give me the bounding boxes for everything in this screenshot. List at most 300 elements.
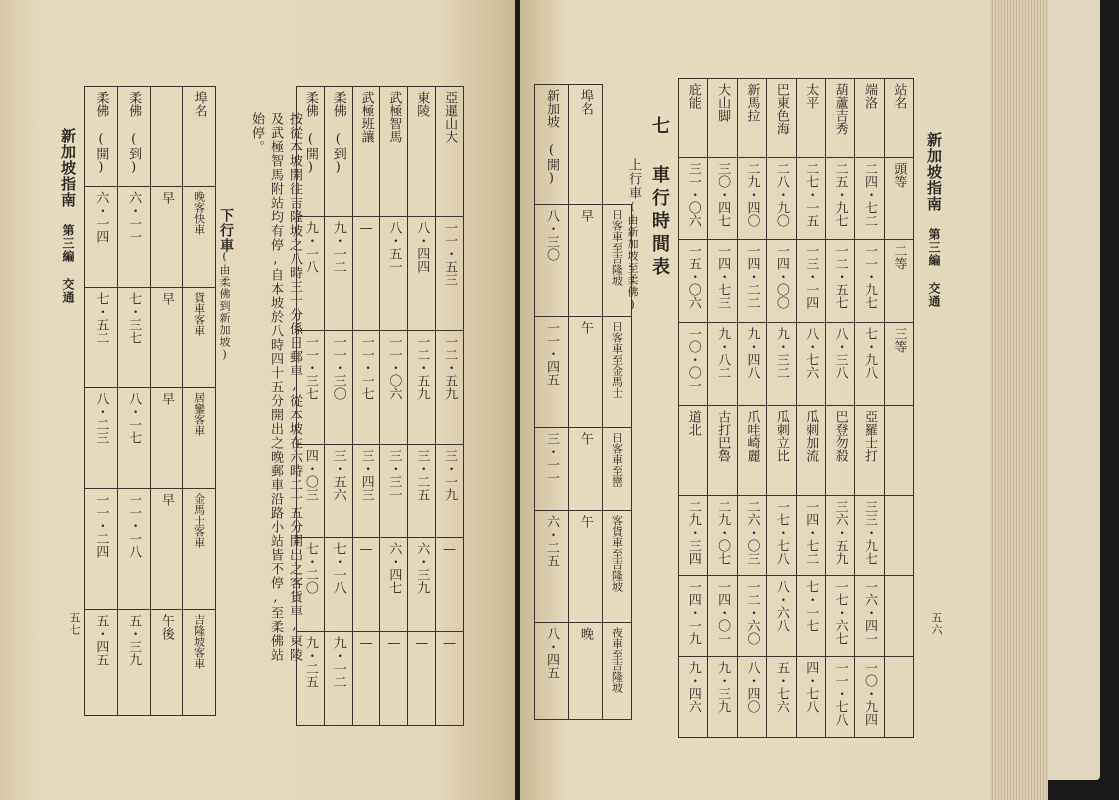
upper-time-row xyxy=(297,444,464,538)
fare-value xyxy=(796,323,825,406)
fare-value xyxy=(825,157,854,240)
fare-value-text: 一四・二二 xyxy=(744,244,760,310)
tt-train-name xyxy=(602,511,631,623)
fare-value-text: 八・六八 xyxy=(773,580,789,633)
upper-time-text: 四・〇三 xyxy=(302,448,318,501)
down-time xyxy=(117,187,150,288)
down-train-name xyxy=(183,388,216,489)
fare-station xyxy=(737,79,766,158)
tt-train-name xyxy=(602,316,631,428)
fare-row xyxy=(679,240,914,323)
fare-value-text: 一四・七三 xyxy=(715,244,731,310)
fare-value-text: 二八・九〇 xyxy=(773,161,789,227)
fare-value-text: 二七・一五 xyxy=(803,161,819,227)
fare-value xyxy=(825,495,854,576)
down-header-row xyxy=(85,87,216,187)
upper-station xyxy=(380,87,408,217)
fare-value xyxy=(737,576,766,657)
down-time-text: 八・二三 xyxy=(93,392,109,445)
upper-time xyxy=(297,444,325,538)
fare-value-text: 七・九八 xyxy=(861,327,877,380)
tt-period-text: 午 xyxy=(577,515,593,529)
tt-time xyxy=(535,622,569,719)
upper-time-text: 三・五六 xyxy=(330,448,346,501)
fare-value xyxy=(796,157,825,240)
upper-time xyxy=(324,632,352,726)
upper-time xyxy=(408,632,436,726)
fare-station xyxy=(796,406,825,495)
fare-value xyxy=(796,240,825,323)
fare-station-text: 巴東色海 xyxy=(773,83,789,135)
fare-value-text: 二九・〇七 xyxy=(715,499,731,565)
fare-station-text: 爪哇崎麗 xyxy=(744,410,760,463)
tt-train-row xyxy=(535,511,632,623)
fare-value-text: 七・一七 xyxy=(803,580,819,633)
down-time xyxy=(85,287,118,388)
upper-time-row xyxy=(297,538,464,632)
fare-station xyxy=(855,406,884,495)
fare-header-blank xyxy=(884,657,913,738)
upper-time xyxy=(408,538,436,632)
fare-value xyxy=(679,323,708,406)
down-period-text: 早 xyxy=(158,291,174,305)
down-train-name xyxy=(183,488,216,610)
tt-time xyxy=(535,205,569,317)
fare-value xyxy=(825,576,854,657)
fare-station-text: 古打巴魯 xyxy=(715,410,731,463)
down-station-text: 柔佛 (到) xyxy=(126,91,142,175)
tt-time xyxy=(535,316,569,428)
fare-station xyxy=(825,406,854,495)
upper-time xyxy=(352,217,380,331)
fare-value xyxy=(679,157,708,240)
upper-station-text: 亞暹山大 xyxy=(442,91,458,143)
fare-header-cell-text: 三等 xyxy=(891,327,907,354)
fare-header-cell xyxy=(884,157,913,240)
fare-station-text: 太平 xyxy=(803,83,819,109)
tt-period xyxy=(568,428,602,511)
upper-time xyxy=(436,444,464,538)
upper-station-text: 柔佛 (開) xyxy=(302,91,318,175)
fare-value xyxy=(825,323,854,406)
fare-value-text: 三〇・四七 xyxy=(715,161,731,227)
fare-station xyxy=(679,406,708,495)
fare-station xyxy=(737,406,766,495)
upper-time-text: 一二・五九 xyxy=(414,334,430,400)
fare-station xyxy=(855,79,884,158)
fare-value-text: 九・四六 xyxy=(685,661,701,714)
tt-header-row xyxy=(535,85,632,205)
down-train-name xyxy=(183,610,216,716)
running-head-right xyxy=(924,132,945,308)
downbound-table xyxy=(84,86,216,716)
fare-value xyxy=(708,495,737,576)
upper-station xyxy=(408,87,436,217)
down-train-row xyxy=(85,488,216,610)
fare-station-text: 大山脚 xyxy=(715,83,731,122)
tt-period xyxy=(568,205,602,317)
fare-header-cell-text: 頭等 xyxy=(891,161,907,188)
upbound-timetable xyxy=(534,84,632,720)
upper-time-row xyxy=(297,632,464,726)
fare-value xyxy=(855,240,884,323)
fare-value-text: 二六・〇三 xyxy=(744,499,760,565)
fare-value-text: 四・七八 xyxy=(803,661,819,714)
fare-value-text: 一一・九七 xyxy=(861,244,877,310)
upper-time xyxy=(352,444,380,538)
section-label-right: 第三編 交通 xyxy=(927,228,941,308)
tt-time-text: 八・三〇 xyxy=(543,209,559,261)
tt-time-text: 六・二五 xyxy=(543,515,559,568)
upper-time-text: 八・四四 xyxy=(414,221,430,273)
fare-value xyxy=(796,576,825,657)
fare-value-text: 九・三九 xyxy=(715,661,731,714)
note-paragraph: 按從本坡開往吉隆坡之八時三十分係日郵車,從本坡在六時二十五分開出之客貨車,東陵及武極智馬附站均有停,自本坡於八時四十五分開出之晚郵車沿路小站皆不停,至柔佛站始停。 xyxy=(249,112,302,662)
down-period-text: 午後 xyxy=(158,614,174,641)
upper-time-text: 一一・〇六 xyxy=(386,334,402,400)
upper-time xyxy=(324,217,352,331)
upper-time-text: 一一・三七 xyxy=(302,334,318,400)
page-number-left: 五七 xyxy=(68,612,81,636)
upper-time-text: — xyxy=(442,542,458,558)
upper-time-row xyxy=(297,217,464,331)
tt-period xyxy=(568,316,602,428)
upper-time xyxy=(408,444,436,538)
fare-value-text: 一四・七二 xyxy=(803,499,819,565)
upper-station xyxy=(352,87,380,217)
tt-station xyxy=(535,85,569,205)
upper-station-text: 武極智馬 xyxy=(386,91,402,143)
upper-time-text: 一一・五三 xyxy=(442,221,458,286)
upper-time-text: 三・四三 xyxy=(358,448,374,501)
book-title: 新加坡指南 xyxy=(59,128,77,208)
fare-value xyxy=(737,657,766,738)
fare-header-blank xyxy=(884,495,913,576)
fare-value-text: 一一・七八 xyxy=(832,661,848,727)
fare-value xyxy=(737,495,766,576)
fare-value xyxy=(855,157,884,240)
upper-time xyxy=(352,538,380,632)
down-time-text: 五・三九 xyxy=(126,614,142,667)
down-station xyxy=(85,87,118,187)
fare-row xyxy=(679,657,914,738)
fare-value-text: 一二・五七 xyxy=(832,244,848,310)
downbound-subtitle: 下行車 xyxy=(218,208,234,253)
down-period xyxy=(150,610,183,716)
fare-station-text: 葫蘆吉秀 xyxy=(832,83,848,135)
fare-value-text: 一〇・九四 xyxy=(861,661,877,727)
fare-station-text: 新馬拉 xyxy=(744,83,760,122)
upper-time-text: — xyxy=(358,221,374,236)
section-label: 第三編 交通 xyxy=(61,224,75,304)
down-train-row xyxy=(85,388,216,489)
upper-time xyxy=(436,632,464,726)
fare-row xyxy=(679,157,914,240)
upper-time-text: 三・三一 xyxy=(386,448,402,501)
down-train-name-text: 晚客快車 xyxy=(192,191,206,235)
upper-station-text: 柔佛 (到) xyxy=(330,91,346,175)
down-train-name-text: 吉隆坡客車 xyxy=(192,614,206,670)
fare-value-text: 九・四八 xyxy=(744,327,760,380)
upper-time xyxy=(352,330,380,444)
down-period xyxy=(150,488,183,610)
tt-period-text: 午 xyxy=(577,432,593,446)
upper-time xyxy=(380,330,408,444)
tt-train-name xyxy=(602,428,631,511)
down-train-name-text: 居鑾客車 xyxy=(192,392,206,437)
down-train-name-text: 貨車客車 xyxy=(192,291,206,336)
tt-train-row xyxy=(535,316,632,428)
fare-value xyxy=(767,240,796,323)
upper-time-text: — xyxy=(358,542,374,558)
fare-table xyxy=(678,78,914,738)
fare-row xyxy=(679,495,914,576)
fare-value xyxy=(796,495,825,576)
upbound-subtitle: 上行車 xyxy=(626,158,641,200)
down-time xyxy=(117,287,150,388)
down-time-text: 七・五二 xyxy=(93,291,109,344)
fare-value-text: 一四・一九 xyxy=(685,580,701,646)
tt-train-name-text: 日客車至巒 xyxy=(610,432,624,488)
page-edges xyxy=(990,0,1050,800)
fare-value-text: 三六・五九 xyxy=(832,499,848,565)
downbound-direction: (由柔佛到新加坡) xyxy=(218,250,231,362)
fare-value-text: 一三・一四 xyxy=(803,244,819,310)
tt-period xyxy=(568,511,602,623)
tt-train-row xyxy=(535,428,632,511)
running-head xyxy=(58,128,79,304)
upper-time-text: 九・一二 xyxy=(330,221,346,273)
down-period xyxy=(150,187,183,288)
tt-train-name-text: 夜車至吉隆坡 xyxy=(610,626,624,693)
upper-station-row xyxy=(297,87,464,217)
section-title: 七 車行時間表 xyxy=(649,116,670,280)
down-time-text: 七・三七 xyxy=(126,291,142,344)
fare-value xyxy=(767,323,796,406)
fare-value-text: 三三・九七 xyxy=(861,499,877,565)
upper-time-text: 一一・一七 xyxy=(358,334,374,400)
fare-value-text: 二九・三四 xyxy=(685,499,701,565)
tt-stop-label xyxy=(568,85,602,205)
fare-header-blank xyxy=(884,406,913,495)
fare-value xyxy=(679,657,708,738)
fare-row xyxy=(679,323,914,406)
fare-value xyxy=(679,495,708,576)
fare-header-cell-text: 二等 xyxy=(891,244,907,271)
down-blank xyxy=(150,87,183,187)
down-period xyxy=(150,287,183,388)
upper-time xyxy=(324,330,352,444)
fare-station xyxy=(825,79,854,158)
fare-value-text: 一四・〇一 xyxy=(715,580,731,646)
upper-time-text: — xyxy=(414,636,430,652)
fare-value xyxy=(767,576,796,657)
down-time-text: 八・一七 xyxy=(126,392,142,445)
upper-station xyxy=(436,87,464,217)
down-stop-label xyxy=(183,87,216,187)
fare-value-text: 一二・六〇 xyxy=(744,580,760,646)
fare-value xyxy=(855,576,884,657)
fare-row xyxy=(679,406,914,495)
fare-value xyxy=(708,657,737,738)
fare-header-cell-text: 站名 xyxy=(891,83,907,109)
right-page xyxy=(520,0,990,800)
fare-header-blank xyxy=(884,576,913,657)
fare-station-text: 亞羅士打 xyxy=(861,410,877,463)
tt-station-text: 新加坡 (開) xyxy=(543,89,559,186)
upper-time-text: 九・一二 xyxy=(330,636,346,689)
fare-station-text: 道北 xyxy=(685,410,701,437)
upper-station-text: 武極班讓 xyxy=(358,91,374,143)
tt-period xyxy=(568,622,602,719)
down-time xyxy=(117,610,150,716)
fare-value xyxy=(679,240,708,323)
fare-value xyxy=(737,157,766,240)
upper-time-text: — xyxy=(386,636,402,652)
down-station-text: 柔佛 (開) xyxy=(93,91,109,175)
down-time-text: 五・四五 xyxy=(93,614,109,667)
tt-train-name-text: 日客車至金馬士 xyxy=(610,320,624,398)
upper-time-text: 一二・五九 xyxy=(442,334,458,400)
fare-value-text: 八・七六 xyxy=(803,327,819,380)
fare-station xyxy=(708,406,737,495)
tt-train-name-text: 客貨車至吉隆坡 xyxy=(610,515,624,593)
tt-train-row xyxy=(535,205,632,317)
fare-value-text: 二九・四〇 xyxy=(744,161,760,227)
tt-train-name xyxy=(602,622,631,719)
page-number-right: 五六 xyxy=(930,612,943,636)
down-time xyxy=(85,610,118,716)
upper-time xyxy=(408,330,436,444)
fare-value-text: 九・三二 xyxy=(773,327,789,380)
tt-train-row xyxy=(535,622,632,719)
upper-time xyxy=(324,538,352,632)
upper-time xyxy=(297,538,325,632)
tt-time-text: 一一・四五 xyxy=(543,320,559,386)
fare-header-cell xyxy=(884,240,913,323)
upper-time-text: 三・二五 xyxy=(414,448,430,501)
tt-period-text: 午 xyxy=(577,320,593,334)
fare-station-text: 端洛 xyxy=(861,83,877,109)
tt-time-text: 八・四五 xyxy=(543,626,559,679)
upper-time xyxy=(436,330,464,444)
fare-value-text: 一四・〇〇 xyxy=(773,244,789,310)
fare-station-text: 庇能 xyxy=(685,83,701,109)
fare-value xyxy=(767,657,796,738)
upper-time xyxy=(297,330,325,444)
tt-train-name-text: 日客車至吉隆坡 xyxy=(610,209,624,286)
fare-value xyxy=(825,657,854,738)
upper-time xyxy=(408,217,436,331)
fare-value-text: 九・八二 xyxy=(715,327,731,380)
upper-time-text: 八・五一 xyxy=(386,221,402,273)
down-period-text: 早 xyxy=(158,191,174,204)
fare-value xyxy=(796,657,825,738)
fare-header-cell xyxy=(884,79,913,158)
fare-value xyxy=(708,240,737,323)
fare-value xyxy=(708,576,737,657)
down-train-row xyxy=(85,610,216,716)
down-time-text: 六・一一 xyxy=(126,191,142,243)
upper-time-text: 七・一八 xyxy=(330,542,346,595)
fare-value xyxy=(708,323,737,406)
down-stop-label-text: 埠名 xyxy=(191,91,207,117)
down-train-name-text: 金馬士客車 xyxy=(192,492,206,548)
upper-station xyxy=(297,87,325,217)
down-time-text: 一一・一八 xyxy=(126,492,142,558)
upper-time-text: — xyxy=(358,636,374,652)
upper-time-text: 六・三九 xyxy=(414,542,430,595)
upper-time-text: — xyxy=(442,636,458,652)
down-time-text: 六・一四 xyxy=(93,191,109,243)
upper-time xyxy=(380,632,408,726)
upper-time-text: 九・一八 xyxy=(302,221,318,273)
fare-station-text: 瓜刺加流 xyxy=(803,410,819,463)
fare-header-cell xyxy=(884,323,913,406)
back-cover xyxy=(1048,0,1100,780)
fare-station-text: 瓜刺立比 xyxy=(773,410,789,463)
fare-value xyxy=(767,495,796,576)
fare-station xyxy=(767,406,796,495)
upper-time xyxy=(380,538,408,632)
fare-value-text: 二四・七二 xyxy=(861,161,877,227)
fare-value-text: 一七・六七 xyxy=(832,580,848,646)
down-train-name xyxy=(183,187,216,288)
fare-value-text: 二五・九七 xyxy=(832,161,848,227)
upper-time-text: 七・二〇 xyxy=(302,542,318,595)
down-train-name xyxy=(183,287,216,388)
down-time xyxy=(85,488,118,610)
tt-time xyxy=(535,428,569,511)
fare-value xyxy=(708,157,737,240)
fare-value xyxy=(737,323,766,406)
upper-table xyxy=(296,86,464,726)
upper-station-text: 東陵 xyxy=(414,91,430,117)
fare-value-text: 八・四〇 xyxy=(744,661,760,714)
fare-station xyxy=(796,79,825,158)
left-page xyxy=(0,0,515,800)
down-period-text: 早 xyxy=(158,392,174,406)
fare-value-text: 一七・七八 xyxy=(773,499,789,565)
upper-time-text: 三・一九 xyxy=(442,448,458,501)
fare-row xyxy=(679,79,914,158)
down-period xyxy=(150,388,183,489)
fare-value xyxy=(767,157,796,240)
fare-station xyxy=(767,79,796,158)
fare-row xyxy=(679,576,914,657)
down-time xyxy=(85,388,118,489)
fare-value-text: 一六・四一 xyxy=(861,580,877,646)
down-time-text: 一一・二四 xyxy=(93,492,109,558)
upper-time-row xyxy=(297,330,464,444)
upper-time-text: 一一・三〇 xyxy=(330,334,346,400)
down-station xyxy=(117,87,150,187)
tt-stop-label-text: 埠名 xyxy=(577,89,593,115)
down-train-row xyxy=(85,187,216,288)
down-time xyxy=(117,388,150,489)
fare-station xyxy=(679,79,708,158)
fare-station-text: 巴登勿殺 xyxy=(832,410,848,463)
upbound-direction: (由新加坡至柔佛) xyxy=(626,200,639,312)
fare-value xyxy=(679,576,708,657)
fare-station xyxy=(708,79,737,158)
upper-time xyxy=(380,217,408,331)
tt-period-text: 晚 xyxy=(577,626,593,640)
fare-value xyxy=(737,240,766,323)
fare-value-text: 八・三八 xyxy=(832,327,848,380)
fare-value xyxy=(855,657,884,738)
down-train-row xyxy=(85,287,216,388)
